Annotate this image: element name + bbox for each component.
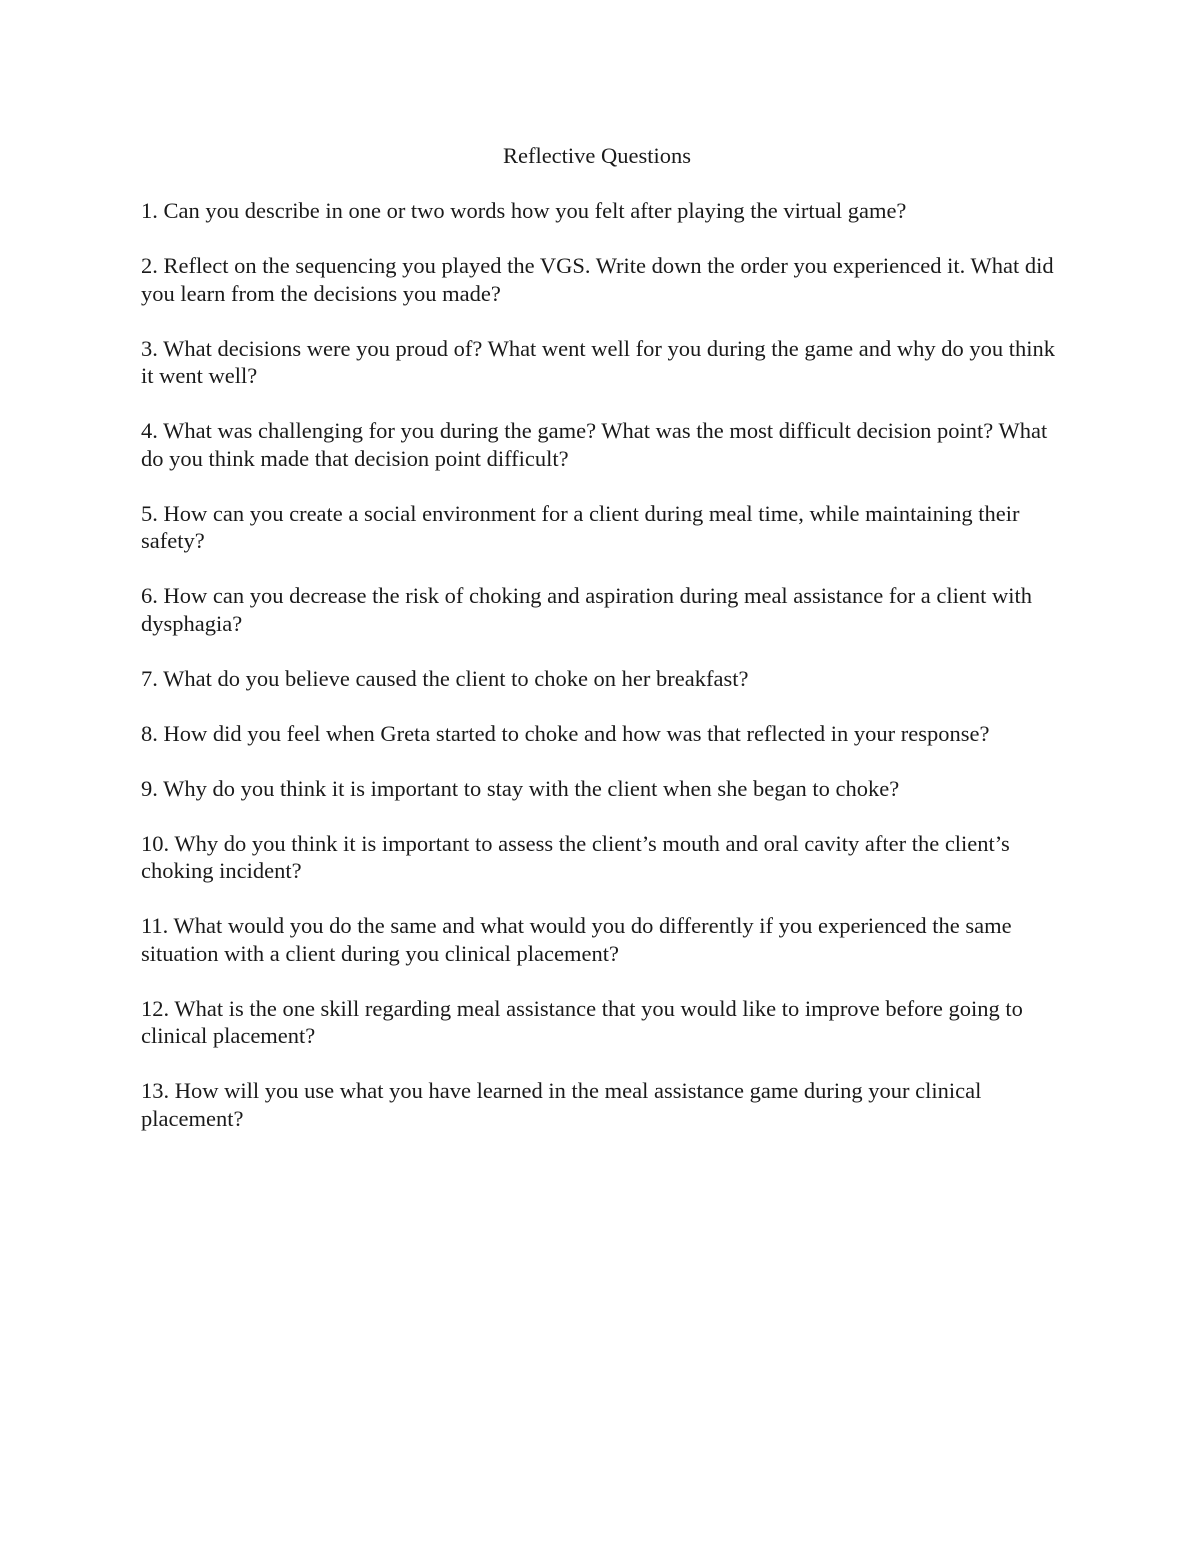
question-12: 12. What is the one skill regarding meal assistance that you would like to improve before going to clinical placement? — [141, 995, 1023, 1048]
question-3: 3. What decisions were you proud of? What went well for you during the game and why do you think it went well? — [141, 335, 1055, 388]
question-9: 9. Why do you think it is important to stay with the client when she began to choke? — [141, 775, 900, 801]
question-5: 5. How can you create a social environment for a client during meal time, while maintaining their safety? — [141, 500, 1020, 553]
question-6: 6. How can you decrease the risk of choking and aspiration during meal assistance for a client with dysphagia? — [141, 583, 1032, 636]
document-title: Reflective Questions — [502, 143, 692, 168]
question-13: 13. How will you use what you have learned in the meal assistance game during your clinical placement? — [141, 1078, 982, 1131]
question-1: 1. Can you describe in one or two words how you felt after playing the virtual game? — [141, 198, 907, 223]
question-2: 2. Reflect on the sequencing you played the VGS. Write down the order you experienced it. What did you learn from the decisions you made? — [141, 253, 1054, 306]
question-4: 4. What was challenging for you during the game? What was the most difficult decision point? What do you think made that decision point difficult? — [141, 418, 1048, 471]
question-list — [141, 197, 1061, 1160]
question-10: 10. Why do you think it is important to assess the client’s mouth and oral cavity after the client’s choking incident? — [141, 830, 1010, 883]
question-8: 8. How did you feel when Greta started to choke and how was that reflected in your response? — [141, 720, 990, 746]
question-11: 11. What would you do the same and what would you do differently if you experienced the same situation with a client during you clinical placement? — [141, 913, 1012, 966]
question-7: 7. What do you believe caused the client to choke on her breakfast? — [141, 665, 749, 691]
